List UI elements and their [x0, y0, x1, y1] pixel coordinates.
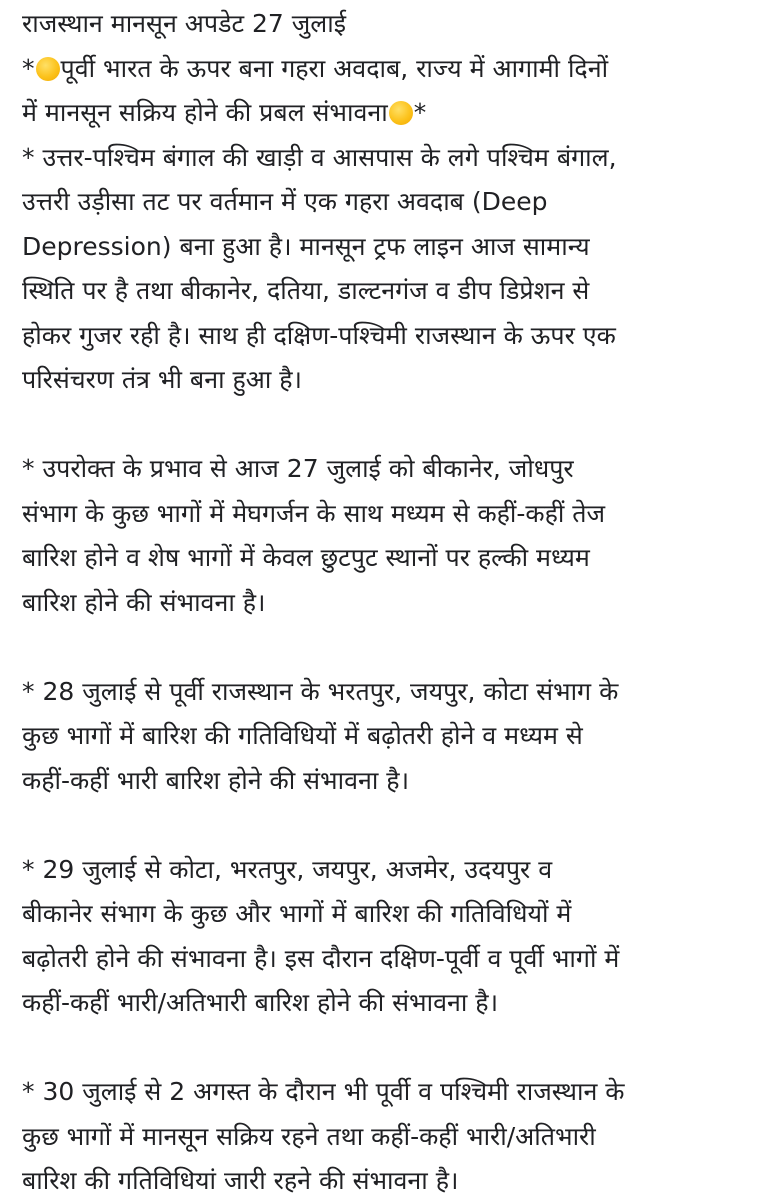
yellow-circle-emoji-icon [389, 101, 413, 125]
headline-line-2 [22, 91, 752, 136]
paragraph-gap [22, 625, 752, 670]
paragraph-line: बारिश होने की संभावना है। [22, 587, 266, 617]
paragraph-line: कहीं-कहीं भारी/अतिभारी बारिश होने की संभावना है। [22, 988, 499, 1017]
paragraph-line: * उत्तर-पश्चिम बंगाल की खाड़ी व आसपास के लगे पश्चिम बंगाल, [22, 142, 617, 172]
paragraph-line: संभाग के कुछ भागों में मेघगर्जन के साथ मध्यम से कहीं-कहीं तेज [22, 498, 606, 528]
paragraph-line: कुछ भागों में बारिश की गतिविधियों में बढ़ोतरी होने व मध्यम से [22, 721, 583, 750]
yellow-circle-emoji-icon [36, 57, 60, 81]
paragraph-line: बारिश की गतिविधियां जारी रहने की संभावना है। [22, 1166, 459, 1195]
paragraph-line: कुछ भागों में मानसून सक्रिय रहने तथा कहीं-कहीं भारी/अतिभारी [22, 1121, 596, 1151]
paragraph-gap [22, 803, 752, 848]
paragraph-line: * उपरोक्त के प्रभाव से आज 27 जुलाई को बीकानेर, जोधपुर [22, 454, 574, 483]
paragraph-line: बारिश होने व शेष भागों में केवल छुटपुट स्थानों पर हल्की मध्यम [22, 543, 590, 572]
paragraph-line: उत्तरी उड़ीसा तट पर वर्तमान में एक गहरा अवदाब (Deep [22, 187, 548, 216]
paragraph-line: स्थिति पर है तथा बीकानेर, दतिया, डाल्टनगंज व डीप डिप्रेशन से [22, 276, 590, 305]
headline-text: पूर्वी भारत के ऊपर बना गहरा अवदाब, राज्य में आगामी दिनों [60, 53, 609, 83]
paragraph-line: बढ़ोतरी होने की संभावना है। इस दौरान दक्षिण-पूर्वी व पूर्वी भागों में [22, 943, 620, 973]
headline-suffix: * [413, 98, 427, 127]
paragraph-line: परिसंचरण तंत्र भी बना हुआ है। [22, 365, 303, 394]
paragraph-line: कहीं-कहीं भारी बारिश होने की संभावना है। [22, 765, 410, 795]
headline-prefix: * [22, 53, 35, 83]
paragraph-line: Depression) बना हुआ है। मानसून ट्रफ लाइन आज सामान्य [22, 231, 590, 261]
message-title: राजस्थान मानसून अपडेट 27 जुलाई [22, 9, 346, 38]
paragraph-gap [22, 403, 752, 448]
message-body [22, 2, 752, 1204]
paragraph-gap [22, 1026, 752, 1071]
headline-text-cont: में मानसून सक्रिय होने की प्रबल संभावना [22, 98, 388, 127]
paragraph-line: बीकानेर संभाग के कुछ और भागों में बारिश की गतिविधियों में [22, 899, 572, 928]
paragraph-line: * 30 जुलाई से 2 अगस्त के दौरान भी पूर्वी व पश्चिमी राजस्थान के [22, 1077, 625, 1106]
paragraph-line: * 28 जुलाई से पूर्वी राजस्थान के भरतपुर, जयपुर, कोटा संभाग के [22, 676, 619, 706]
paragraph-line: * 29 जुलाई से कोटा, भरतपुर, जयपुर, अजमेर, उदयपुर व [22, 854, 553, 884]
headline-line-1 [22, 47, 752, 92]
paragraph-line: होकर गुजर रही है। साथ ही दक्षिण-पश्चिमी राजस्थान के ऊपर एक [22, 320, 616, 350]
